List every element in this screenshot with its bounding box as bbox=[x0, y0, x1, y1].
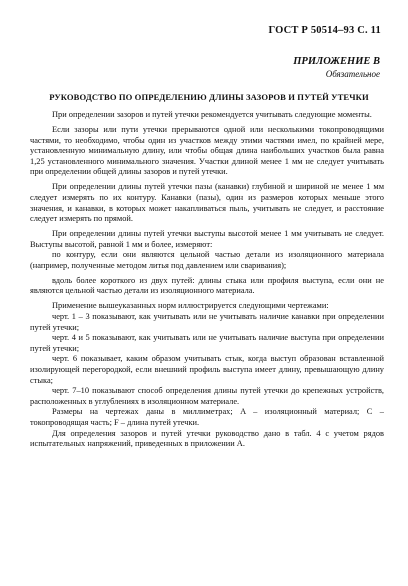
appendix-label: ПРИЛОЖЕНИЕ В bbox=[293, 56, 380, 67]
paragraph-drawings-intro: Применение вышеуказанных норм иллюстрируется следующими чертежами: bbox=[52, 301, 329, 311]
paragraph-drawing-4-5: черт. 4 и 5 показывают, как учитывать или не учитывать наличие выступа при определении путей утечки; bbox=[30, 333, 384, 353]
paragraph-shorter-path: вдоль более короткого из двух путей: длины стыка или профиля выступа, если они не являются цельной частью детали из изоляционного материала. bbox=[30, 275, 384, 296]
standard-header: ГОСТ Р 50514–93 С. 11 bbox=[268, 25, 381, 36]
paragraph-table-reference: Для определения зазоров и путей утечки руководство дано в табл. 4 с учетом рядов испытательных напряжений, приведенных в приложении А. bbox=[30, 428, 384, 449]
paragraph-drawing-7-10: черт. 7–10 показывают способ определения длины путей утечки до крепежных устройств, расположенных в углублениях в изоляционном материале. bbox=[30, 386, 384, 406]
body-text bbox=[30, 110, 384, 454]
paragraph-drawing-1-3: черт. 1 – 3 показывают, как учитывать или не учитывать наличие канавки при определении путей утечки; bbox=[30, 312, 384, 332]
appendix-status: Обязательное bbox=[325, 69, 380, 79]
paragraph-drawing-6: черт. 6 показывает, каким образом учитывать стык, когда выступ образован вставленной изолирующей перегородкой, если внешний профиль выступа имеет длину, превышающую длину стыка; bbox=[30, 354, 384, 385]
paragraph-intro: При определении зазоров и путей утечки рекомендуется учитывать следующие моменты. bbox=[52, 110, 372, 119]
paragraph-grooves: При определении длины путей утечки пазы (канавки) глубиной и шириной не менее 1 мм следует измерять по их контуру. Канавки (пазы), один из размеров которых меньше этого значения, и канавки, в которых может накапливаться пыль, учитывать не следует, и расстояние следует измерять по прямой. bbox=[30, 182, 384, 224]
paragraph-ribs: При определении длины путей утечки выступы высотой менее 1 мм учитывать не следует. Выступы высотой, равной 1 мм и более, измеряют: bbox=[30, 229, 384, 249]
paragraph-legend: Размеры на чертежах даны в миллиметрах; A – изоляционный материал; C – токопроводящая часть; F – длина путей утечки. bbox=[30, 407, 384, 427]
paragraph-interrupted-clearances: Если зазоры или пути утечки прерываются одной или несколькими токопроводящими частями, то необходимо, чтобы один из участков между этими частями имел, по крайней мере, установленную минимальную длину, или чтобы общая длина наибольших участков была равна 1,25 установленного минимального значения. Участки длиной менее 1 мм не следует учитывать при определении общей длины зазоров и путей утечки. bbox=[30, 124, 384, 177]
section-title: РУКОВОДСТВО ПО ОПРЕДЕЛЕНИЮ ДЛИНЫ ЗАЗОРОВ И ПУТЕЙ УТЕЧКИ bbox=[49, 92, 369, 102]
paragraph-contour: по контуру, если они являются цельной частью детали из изоляционного материала (например, полученные методом литья под давлением или сваривания); bbox=[30, 250, 384, 270]
appendix-heading bbox=[293, 55, 380, 81]
